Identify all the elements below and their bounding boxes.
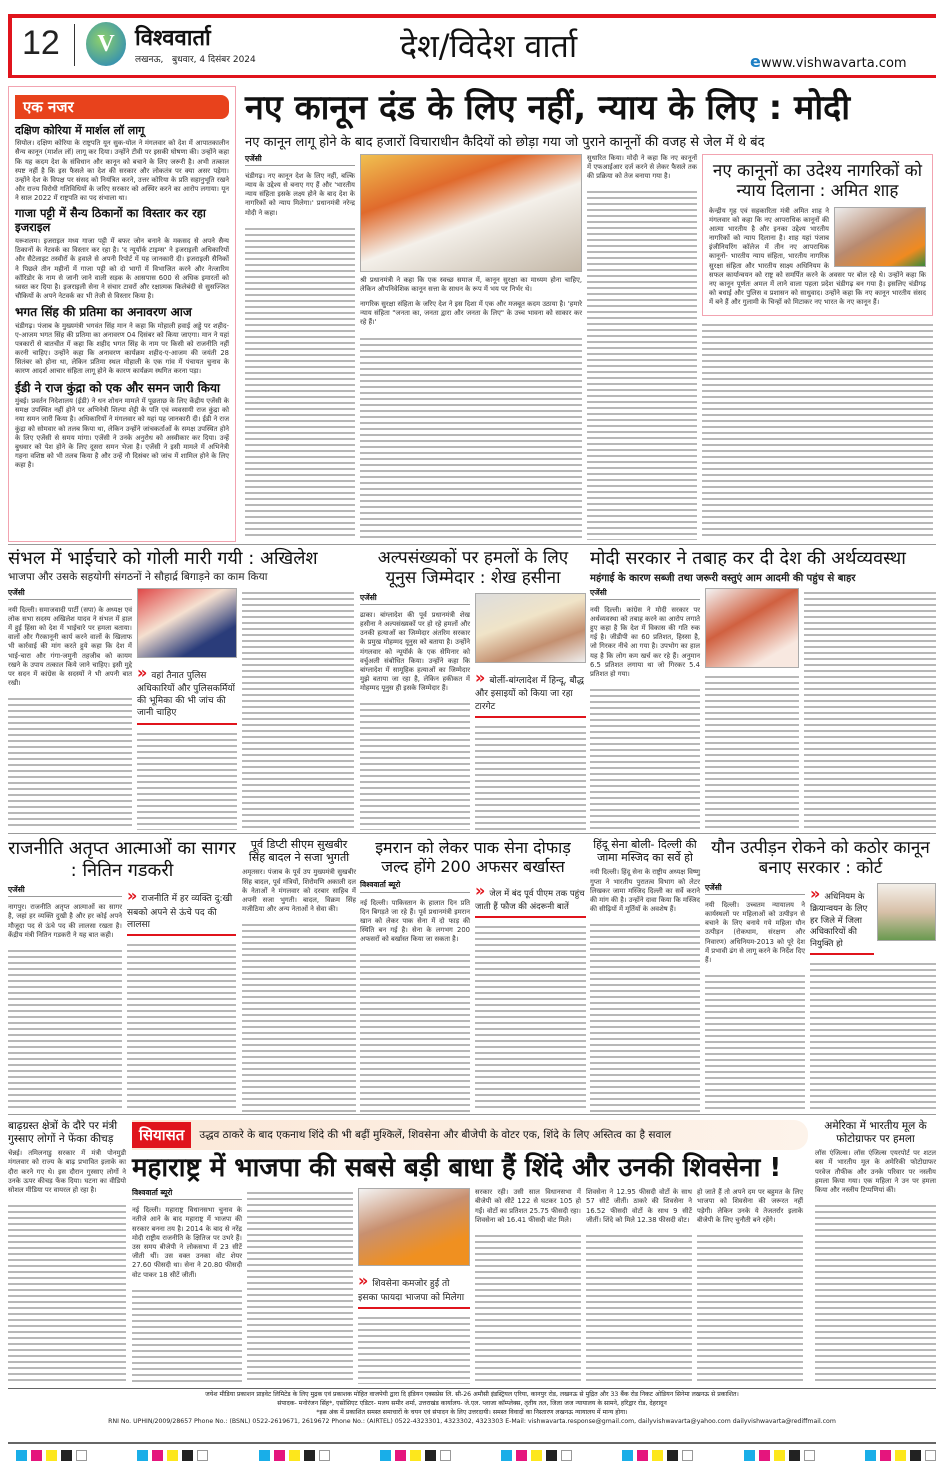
quote-chevron-icon: » — [475, 667, 486, 687]
lead-text: श्री प्रधानमंत्री ने कहा कि एक स्वच्छ समाज में, कानून सुरक्षा का माध्यम होना चाहिए, लेकिन औपनिवेशिक कानून सत्ता के साधन के रूप में भय पर निर्भर थे। — [360, 275, 582, 293]
gadkari-col-2 — [127, 885, 236, 1112]
court-text: नयी दिल्ली। उच्चतम न्यायालय ने कार्यस्थलों पर महिलाओं को उत्पीड़न से बचाने के लिए बनाये गये महिला यौन उत्पीड़न (रोकथाम, संरक्षण और निवारण) अधिनियम-2013 को पूरे देश में प्रभावी ढंग से लागू करने के निर्देश दिए हैं। — [705, 900, 805, 964]
section-title: देश/विदेश वार्ता — [400, 27, 578, 65]
imprint — [8, 1391, 936, 1427]
hasina-headline: अल्पसंख्यकों पर हमलों के लिए यूनुस जिम्मेदार : शेख हसीना — [377, 548, 569, 589]
city: लखनऊ, — [135, 55, 164, 65]
economy-col-1 — [590, 588, 700, 830]
sukhbir-headline: पूर्व डिप्टी सीएम सुखबीर सिंह बादल ने सजा भुगती — [248, 838, 350, 865]
brief-title: ईडी ने राज कुंद्रा को एक और समन जारी किया — [15, 380, 221, 395]
byline: एजेंसी — [705, 883, 805, 895]
brief-text: चंडीगढ़। पंजाब के मुख्यमंत्री भगवंत सिंह मान ने कहा कि मोहाली हवाई अड्डे पर शहीद-ए-आजम भगत सिंह की प्रतिमा का अनावरण 04 दिसंबर को किया जाएगा। मान ने यहां पत्रकारों से बातचीत में कहा कि शहीद भगत सिंह के नाम पर किसी को राजनीति नहीं करनी चाहिए। उन्होंने कहा कि अनावरण कार्यक्रम शहीद-ए-आजम की जयंती 28 सितंबर को होना था, लेकिन प्रतिमा स्थल मोहाली के एक गांव में पंचायत चुनाव के कारण आदर्श आचार संहिता लागू होने के कारण कार्यक्रम स्थगित करना पड़ा। — [15, 321, 229, 376]
gadkari-story — [8, 838, 236, 1112]
court-headline: यौन उत्पीड़न रोकने को कठोर कानून बनाए सरकार : कोर्ट — [711, 838, 930, 879]
sheikh-hasina-photo — [475, 593, 586, 663]
imprint-line: जयेश मीडिया प्रकाशन प्राइवेट लिमिटेड के लिए मुद्रक एवं प्रकाशक मोहित वाजपेयी द्वारा दि इंडियन एक्सप्रेस लि. सी-26 अमौसी इंडस्ट्रियल एरिया, कानपुर रोड, लखनऊ से मुद्रित और 33 बैंक रोड निकट ओडियन सिनेमा लखनऊ से प्रकाशित। — [205, 1391, 739, 1398]
shah-headline: नए कानूनों का उदेश्य नागरिकों को न्याय दिलाना : अमित शाह — [712, 160, 923, 202]
text-texture — [137, 729, 237, 830]
siyasat-tag: सियासत — [132, 1122, 191, 1148]
hasina-story — [360, 548, 586, 830]
gadkari-pull-quote — [127, 885, 236, 936]
brief-body — [15, 322, 229, 379]
hasina-text: ढाका। बांग्लादेश की पूर्व प्रधानमंत्री शेख हसीना ने अल्पसंख्यकों पर हो रहे हमलों और उनकी हत्याओं का जिम्मेदार अंतरिम सरकार के प्रमुख मोहम्मद यूनुस को बताया है। उन्होंने मंगलवार को न्यूयॉर्क के एक सेमिनार को वर्चुअली संबोधित किया। उन्होंने कहा कि बांग्लादेश में सामूहिक हत्याओं का जिम्मेदार मुझे बताया जा रहा है, लेकिन हकीकत में मोहम्मद यूनुस ही इसके जिम्मेदार हैं। — [360, 610, 470, 693]
cmyk-swatch — [622, 1450, 693, 1461]
quote-text: जेल में बंद पूर्व पीएम तक पहुंच जाती हैं फौज की अंदरूनी बातें — [475, 889, 585, 912]
brief-body — [15, 397, 229, 472]
akhilesh-text: नयी दिल्ली। समाजवादी पार्टी (सपा) के अध्यक्ष एवं लोक सभा सदस्य अखिलेश यादव ने संभल में हाल में हुई हिंसा को देश में भाईचारे पर हमला बताया। वालों और गैरकानूनी कार्य करने वालों के खिलाफ भी कार्रवाई की मांग करते हुये कहा कि देश में भाई-चारा और गंगा-जमुनी तहजीब को कायम रखने के उपाय तत्काल किये जाने चाहिए। इसी मुद्दे पर सदन में कांग्रेस के सदस्यों ने भी अपनी बात रखी। — [8, 605, 132, 688]
brand-name: विश्ववार्ता — [135, 26, 211, 51]
quote-chevron-icon: » — [358, 1271, 369, 1291]
siyasat-kicker: उद्धव ठाकरे के बाद एकनाथ शिंदे की भी बढ़ीं मुश्किलें, शिवसेना और बीजेपी के वोटर एक, शिंदे के लिए अस्तित्व का है सवाल — [199, 1129, 672, 1141]
imran-headline: इमरान को लेकर पाक सेना दोफाड़ जल्द होंगे 200 अफसर बर्खास्त — [375, 838, 571, 877]
brief-text: यरूशलम। इजराइल मध्य गाजा पट्टी में बफर जोन बनाने के मकसद से अपने सैन्य ठिकानों के नेटवर्क का विस्तार कर रहा है। 'द न्यूयॉर्क टाइम्स' ने इजराइली अधिकारियों और सैटेलाइट तस्वीरों के हवाले से अपनी रिपोर्ट में यह जानकारी दी। इजराइली सैनिकों ने पिछले तीन महीनों में गाजा पट्टी को दो भागों में विभाजित करने और नेत्जारिम कॉरिडोर के नाम से जानी जाने वाली सड़क के आसपास 600 से अधिक इमारतों को ध्वस्त कर दिया है। इजराइली सेना ने संचार टावरों और रक्षात्मक किलेबंदी से सुसज्जित चौकियों के अपने नेटवर्क का भी तेजी से विस्तार किया है। — [15, 236, 229, 301]
cmyk-swatch — [16, 1450, 87, 1461]
website-url: www.vishwavarta.com — [760, 56, 907, 71]
shah-body — [709, 207, 926, 308]
text-texture — [475, 722, 586, 830]
byline: एजेंसी — [360, 593, 470, 605]
hindu-sena-headline: हिंदू सेना बोली- दिल्ली की जामा मस्जिद का सर्वे हो — [593, 838, 697, 865]
gadkari-headline: राजनीति अतृप्त आत्माओं का सागर : नितिन गडकरी — [8, 838, 236, 881]
lead-col-4 — [702, 154, 933, 540]
lead-text: चंडीगढ़। नए कानून देश के लिए नहीं, बल्कि न्याय के उद्देश्य से बनाए गए हैं और 'भारतीय न्याय संहिता इसके लक्ष्य होने के बाद देश के नागरिकों को न्याय मिलेगा।' प्रधानमंत्री नरेन्द्र मोदी ने कहा। — [245, 171, 355, 217]
lead-subhead: नए कानून लागू होने के बाद हजारों विचाराधीन कैदियों को छोड़ा गया जो पुराने कानूनों की वजह से जेल में थे बंद — [245, 134, 765, 150]
quote-chevron-icon: » — [475, 881, 486, 901]
text-texture — [587, 187, 697, 540]
siyasat-banner — [132, 1120, 808, 1150]
divider — [8, 1442, 936, 1444]
date: बुधवार, 4 दिसंबर 2024 — [171, 55, 256, 65]
text-texture — [815, 1201, 936, 1384]
imprint-line: संपादक- मनोरंजन सिंह*, एसोसिएट एडिटर- मलय समीर शर्मा, उत्तराखंड कार्यालय- जे.एल. प्लाजा कॉम्प्लेक्स, तृतीय तल, जिला जज न्यायालय के सामने, हरिद्वार रोड, देहरादून — [277, 1399, 667, 1407]
economy-subhead: महंगाई के कारण सब्जी तथा जरूरी वस्तुएं आम आदमी की पहुंच से बाहर — [590, 572, 856, 584]
economy-col-3 — [804, 588, 936, 830]
website-link[interactable] — [750, 52, 907, 71]
divider — [74, 24, 75, 66]
eknath-shinde-photo — [358, 1188, 470, 1266]
hindu-sena-body — [590, 868, 700, 1112]
akhilesh-headline: संभल में भाईचारे को गोली मारी गयी : अखिलेश — [8, 548, 318, 569]
lead-text: नागरिक सुरक्षा संहिता के जरिए देश ने इस दिशा में एक और मजबूत कदम उठाया है। 'हमारे न्याय संहिता "जनता का, जनता द्वारा और जनता के लिए" के उच्च भावना को साकार कर रहे हैं।' — [360, 300, 582, 327]
siyasat-pull-quote — [358, 1270, 470, 1309]
hasina-col-2 — [475, 593, 586, 830]
quote-chevron-icon: » — [127, 886, 138, 906]
siyasat-headline: महाराष्ट्र में भाजपा की सबसे बड़ी बाधा हैं शिंदे और उनकी शिवसेना ! — [132, 1153, 782, 1183]
text-texture — [360, 334, 582, 540]
lead-col-1 — [245, 154, 355, 540]
brief-title: भगत सिंह की प्रतिमा का अनावरण आज — [15, 305, 192, 320]
economy-text: नयी दिल्ली। कांग्रेस ने मोदी सरकार पर अर्थव्यवस्था को तबाह करने का आरोप लगाते हुए कहा है कि देश में विकास की गति रुक गई है। जीडीपी का 60 प्रतिशत, हिस्सा है, जो गिरकर नीचे आ गया है। उपभोग का हाल यह है कि लोग कम खर्च कर रहे हैं। अनुमान 6.5 प्रतिशत लगाया था जो गिरकर 5.4 प्रतिशत हो गया। — [590, 605, 700, 678]
quote-text: शिवसेना कमजोर हुई तो इसका फायदा भाजपा को मिलेगा — [358, 1279, 465, 1303]
byline: एजेंसी — [590, 588, 700, 600]
economy-headline: मोदी सरकार ने तबाह कर दी देश की अर्थव्यवस्था — [590, 548, 906, 569]
imran-col-1 — [360, 880, 470, 1112]
text-texture — [475, 922, 586, 1112]
economy-col-2 — [705, 588, 799, 830]
ek-nazar-box — [8, 86, 236, 542]
text-texture — [8, 1201, 126, 1384]
lead-headline: नए कानून दंड के लिए नहीं, न्याय के लिए : मोदी — [245, 88, 851, 128]
byline: विश्ववार्ता ब्यूरो — [132, 1188, 242, 1200]
siyasat-text: हो जाते हैं तो अपने दम पर बहुमत के लिए भाजपा को शिवसेना की जरूरत नहीं पड़ेगी। लेकिन उनके ये तेजतर्रार इलाके बीजेपी के लिए चुनौती बने रहेंगे। — [697, 1188, 803, 1224]
cmyk-swatch — [137, 1450, 208, 1461]
brand-logo: V — [86, 22, 126, 66]
text-texture — [8, 694, 132, 830]
siyasat-text: सरकार रही। उसी साल विधानसभा में बीजेपी को सीटें 122 से घटकर 105 हो गईं। वोटों का प्रतिशत 25.75 फीसदी रहा। शिवसेना को 16.41 फीसदी वोट मिले। — [475, 1188, 581, 1224]
court-col-1 — [705, 883, 805, 1112]
page-number: 12 — [22, 24, 60, 62]
text-texture — [590, 920, 700, 1112]
modi-photo — [360, 154, 582, 272]
dateline — [135, 52, 256, 65]
siyasat-col-5 — [586, 1188, 692, 1384]
text-texture — [247, 1188, 353, 1384]
hindu-sena-text: नयी दिल्ली। हिंदू सेना के राष्ट्रीय अध्यक्ष विष्णु गुप्ता ने भारतीय पुरातत्व विभाग को लेटर लिखकर जामा मस्जिद दिल्ली का सर्वे कराने की मांग की है। उन्होंने दावा किया कि मस्जिद की सीढ़ियों में मूर्तियों के अवशेष हैं। — [590, 868, 700, 914]
cmyk-swatch — [259, 1450, 330, 1461]
akhilesh-subhead: भाजपा और उसके सहयोगी संगठनों ने सौहार्द्र बिगाड़ने का काम किया — [8, 570, 268, 583]
cmyk-swatch — [865, 1450, 936, 1461]
text-texture — [804, 588, 936, 830]
gadkari-col-1 — [8, 885, 122, 1112]
text-texture — [810, 959, 936, 1112]
brief-text: सियोल। दक्षिण कोरिया के राष्ट्रपति यून सुक-योल ने मंगलवार को देश में आपातकालीन सैन्य कानून (मार्शल लॉ) लागू कर दिया। उन्होंने टीवी पर इसकी घोषणा की। उन्होंने कहा कि यह कदम देश के संविधान और कानून को बचाने के लिए जरूरी है। अभी तत्काल स्पष्ट नहीं है कि इस फैसले का देश की सरकार और लोकतंत्र पर क्या असर पड़ेगा। उन्होंने देश के विपक्ष पर संसद को नियंत्रित करने, उत्तर कोरिया के प्रति सहानुभूति रखने और राज्य विरोधी गतिविधियों के जरिए सरकार को अस्थिर करने का आरोप लगाया। यून ने साल 2022 में राष्ट्रपति का पद संभाला था। — [15, 139, 229, 203]
quote-chevron-icon: » — [810, 883, 821, 903]
brief-body — [15, 139, 229, 205]
quote-text: बोलीं-बांग्लादेश में हिन्दू, बौद्ध और इसाइयों को किया जा रहा टारगेट — [475, 675, 584, 712]
text-texture — [8, 946, 122, 1112]
sukhbir-story — [242, 838, 356, 1112]
siyasat-col-2 — [247, 1188, 353, 1384]
court-quote-row — [810, 883, 936, 955]
brief-text: मुंबई। प्रवर्तन निदेशालय (ईडी) ने धन शोधन मामले में पूछताछ के लिए केंद्रीय एजेंसी के समक्ष उपस्थित नहीं होने पर अभिनेत्री शिल्पा शेट्टी के पति एवं व्यवसायी राज कुंद्रा को नया समन जारी किया है। अधिकारियों ने मंगलवार को यहां यह जानकारी दी। ईडी ने राज कुंद्रा को सोमवार को तलब किया था, लेकिन उन्होंने जांचकर्ताओं के समक्ष उपस्थित होने के लिए एजेंसी से समय मांगा। एजेंसी ने उनके अनुरोध को अस्वीकार कर दिया। उन्हें बुधवार को पेश होने के लिए दूसरा समन भेजा है। एजेंसी ने इसी मामले में अभिनेत्री गहना वशिष्ठ को भी तलब किया है और उन्हें नौ दिसंबर को जांच में शामिल होने के लिए कहा है। — [15, 397, 229, 470]
sukhbir-text: अमृतसर। पंजाब के पूर्व उप मुख्यमंत्री सुखबीर सिंह बादल, पूर्व मंत्रियों, शिरोमणि अकाली दल के नेताओं ने मंगलवार को दरबार साहिब में अपनी सजा भुगती। बादल, विक्रम सिंह मजीठिया और अन्य नेताओं ने सेवा की। — [242, 868, 356, 914]
lead-col-2 — [360, 154, 582, 540]
text-texture — [127, 940, 236, 1112]
akhilesh-story — [8, 548, 354, 830]
economy-story — [590, 548, 936, 830]
flood-body — [8, 1149, 126, 1384]
court-story — [705, 838, 936, 1112]
siyasat-text: शिवसेना ने 12.95 फीसदी वोटों के साथ 57 सीटें जीतीं। ठाकरे की शिवसेना ने 16.52 फीसदी वोटों के साथ 9 सीटें जीतीं। शिंदे को मिले 12.38 फीसदी वोट। — [586, 1188, 692, 1224]
lead-text: सुधारित किया। मोदी ने कहा कि नए कानूनों में एफआईआर दर्ज करने से लेकर फैसले तक की प्रक्रिया को तेज बनाया गया है। — [587, 153, 697, 181]
akhilesh-photo — [137, 588, 237, 658]
lead-col-3 — [587, 154, 697, 540]
text-texture — [360, 950, 470, 1112]
imprint-line: *इस अंक में प्रकाशित समस्त समाचारों के चयन एवं संपादन के लिए उत्तरदायी। समस्त विवादों का निस्तारण लखनऊ न्यायालय में मान्य होगा। — [316, 1408, 628, 1416]
akhilesh-col-2 — [137, 588, 237, 830]
siyasat-col-1 — [132, 1188, 242, 1384]
gadkari-text: नागपुर। राजनीति अतृप्त आत्माओं का सागर है, जहां हर व्यक्ति दुखी है और हर कोई अपने मौजूदा पद से ऊंचे पद की लालसा रखता है। केंद्रीय मंत्री नितिन गडकरी ने यह बात कही। — [8, 903, 122, 939]
cmyk-swatch — [501, 1450, 572, 1461]
imran-col-2 — [475, 880, 586, 1112]
text-texture — [358, 1313, 470, 1384]
photographer-headline: अमेरिका में भारतीय मूल के फोटोग्राफर पर हमला — [824, 1120, 927, 1145]
brief-title: गाजा पट्टी में सैन्य ठिकानों का विस्तार कर रहा इजराइल — [15, 206, 206, 235]
text-texture — [590, 685, 700, 830]
ek-nazar-tag: एक नजर — [15, 95, 229, 119]
photographer-story — [815, 1120, 936, 1384]
globe-icon: e — [750, 52, 761, 71]
imran-text: नई दिल्ली। पाकिस्तान के हालात दिन प्रति दिन बिगड़ते जा रहे हैं। पूर्व प्रधानमंत्री इमरान खान को लेकर पाक सेना में दो फाड़ की स्थिति बन गई है। सेना के लगभग 200 अफसरों को बर्खास्त किया जा सकता है। — [360, 898, 470, 944]
imprint-line: RNI No. UPHIN/2009/28657 Phone No.: (BSNL) 0522-2619671, 2619672 Phone No.: (AIRTEL) 0522-4323301, 4323302, 4323303 E-Mail: vishwavarta.response@gmail.com, dailyvishwavarta@yahoo.com dailyvishwavarta@rediffmail.com — [108, 1417, 836, 1425]
siyasat-col-3 — [358, 1188, 470, 1384]
text-texture — [242, 920, 356, 1112]
text-texture — [705, 672, 799, 830]
hindu-sena-story — [590, 838, 700, 1112]
divider — [8, 833, 936, 834]
cmyk-swatch — [380, 1450, 451, 1461]
hasina-pull-quote — [475, 667, 586, 718]
byline: एजेंसी — [245, 154, 355, 166]
text-texture — [245, 224, 355, 540]
color-registration-bar — [16, 1450, 936, 1461]
quote-text: अधिनियम के क्रियान्वयन के लिए हर जिले में जिला अधिकारियों की नियुक्ति हो — [810, 891, 868, 949]
imran-story — [360, 838, 586, 1112]
siyasat-text: नई दिल्ली। महाराष्ट्र विधानसभा चुनाव के नतीजे आने के बाद महाराष्ट्र में भाजपा की सरकार बनना तय है। 2014 के बाद से नरेंद्र मोदी राष्ट्रीय राजनीति के क्षितिज पर उभरे हैं। उस समय बीजेपी ने लोकसभा में 23 सीटें जीती थीं। उस वक्त उनका वोट शेयर 27.60 फीसदी था। सेना ने 20.80 फीसदी वोट पाकर 18 सीटें जीतीं। — [132, 1206, 242, 1279]
photographer-text: लॉस एंजिल्स। लॉस एंजिल्स एयरपोर्ट पर शटल बस में भारतीय मूल के अमेरिकी फोटोग्राफर परवेज तौफीक और उनके परिवार पर नस्लीय हमला किया गया। एक महिला ने उन पर हमला किया और नस्लीय टिप्पणियां कीं। — [815, 1149, 936, 1194]
shah-box — [702, 154, 933, 317]
brief-body — [15, 237, 229, 303]
flood-headline: बाढ़ग्रस्त क्षेत्रों के दौरे पर मंत्री गुस्साए लोगों ने फेंका कीचड़ — [8, 1120, 118, 1145]
siyasat-col-4 — [475, 1188, 581, 1384]
text-texture — [475, 1231, 581, 1384]
text-texture — [360, 699, 470, 830]
court-pull-quote — [810, 883, 874, 955]
divider — [8, 544, 936, 545]
lead-story — [245, 88, 936, 540]
text-texture — [132, 1286, 242, 1384]
sukhbir-body — [242, 868, 356, 1112]
siyasat-story — [132, 1120, 808, 1384]
akhilesh-col-3 — [242, 588, 354, 830]
quote-text: वहां तैनात पुलिस अधिकारियों और पुलिसकर्मियों की भूमिका की भी जांच की जानी चाहिए — [137, 670, 235, 719]
imran-pull-quote — [475, 880, 586, 918]
siyasat-col-6 — [697, 1188, 803, 1384]
byline: एजेंसी — [8, 885, 122, 897]
supreme-court-photo — [877, 883, 936, 941]
cmyk-swatch — [744, 1450, 815, 1461]
amit-shah-photo — [834, 207, 926, 267]
photographer-body — [815, 1149, 936, 1384]
akhilesh-pull-quote — [137, 662, 237, 725]
congress-leader-photo — [705, 588, 799, 668]
hasina-col-1 — [360, 593, 470, 830]
divider — [8, 1114, 936, 1115]
akhilesh-col-1 — [8, 588, 132, 830]
flood-story — [8, 1120, 126, 1384]
flood-text: चेन्नई। तमिलनाडु सरकार में मंत्री पोनमुडी मंगलवार को राज्य के बाढ़ प्रभावित इलाके का दौरा करने गए थे। इस दौरान गुस्साए लोगों ने उनके ऊपर कीचड़ फेंक दिया। घटना का वीडियो सोशल मीडिया पर वायरल हो रहा है। — [8, 1149, 126, 1194]
text-texture — [705, 971, 805, 1112]
brief-title: दक्षिण कोरिया में मार्शल लॉ लागू — [15, 124, 145, 137]
court-col-2 — [810, 883, 936, 1112]
quote-text: राजनीति में हर व्यक्ति दु:खी सबको अपने से ऊंचे पद की लालसा — [127, 894, 233, 930]
text-texture — [242, 588, 354, 830]
text-texture — [702, 320, 933, 540]
byline: विश्ववार्ता ब्यूरो — [360, 880, 470, 892]
divider — [8, 1388, 936, 1389]
text-texture — [697, 1231, 803, 1384]
quote-chevron-icon: » — [137, 662, 148, 682]
shah-text: केन्द्रीय गृह एवं सहकारिता मंत्री अमित शाह ने मंगलवार को कहा कि नए आपराधिक कानूनों की आत्मा भारतीय है और इनका उद्देश्य भारतीय नागरिकों को न्याय दिलाना है। शाह यहां पंजाब इंजीनियरिंग कॉलेज में तीन नए आपराधिक कानूनों- भारतीय न्याय संहिता, भारतीय नागरिक सुरक्षा संहिता और भारतीय साक्ष्य अधिनियम के सफल कार्यान्वयन को राष्ट्र को समर्पित करने के अवसर पर बोल रहे थे। उन्होंने कहा कि नए कानून पूर्णतः अमल में लाने वाला पहला प्रदेश चंडीगढ़ बन गया है। इसलिए चंडीगढ़ को बधाई और पुलिस व प्रशासन को साधुवाद। उन्होंने कहा कि नए कानून भारतीय संसद में बने हैं और गुलामी के चिन्हों को मिटाकर नए भारत के नए कानून हैं। — [709, 206, 926, 307]
byline: एजेंसी — [8, 588, 132, 600]
text-texture — [586, 1231, 692, 1384]
